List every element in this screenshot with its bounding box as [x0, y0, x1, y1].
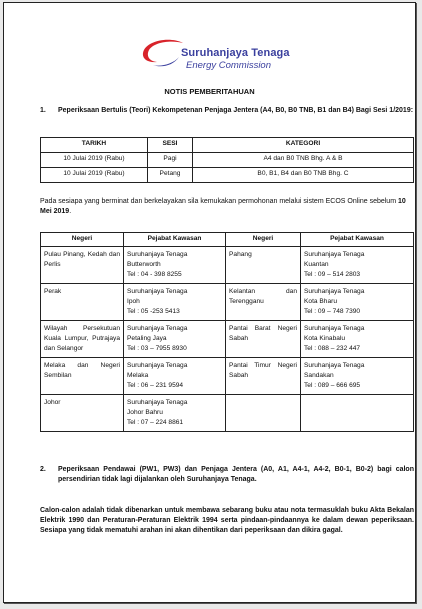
state-cell: Wilayah Persekutuan Kuala Lumpur, Putrajaya dan Selangor — [41, 321, 124, 358]
offices-table — [40, 232, 414, 432]
application-note — [40, 197, 414, 217]
office-name: Suruhanjaya Tenaga — [304, 288, 365, 295]
header-category: KATEGORI — [193, 138, 414, 153]
office-location: Kuantan — [304, 261, 329, 268]
office-name: Suruhanjaya Tenaga — [304, 362, 365, 369]
application-note-text: Pada sesiapa yang berminat dan berkelayakan sila kemukakan permohonan melalui sistem ECOS Online sebelum — [40, 198, 398, 205]
office-row — [41, 247, 414, 284]
application-note-suffix: . — [69, 208, 72, 215]
notice-page — [3, 2, 416, 603]
item-1 — [40, 106, 414, 116]
state-cell: Melaka dan Negeri Sembilan — [41, 358, 124, 395]
office-phone: Tel : 088 – 232 447 — [304, 345, 361, 352]
office-cell — [124, 395, 226, 432]
item-2-number: 2. — [40, 466, 46, 473]
office-location: Butterworth — [127, 261, 161, 268]
item-2-text: Peperiksaan Pendawai (PW1, PW3) dan Penjaga Jentera (A0, A1, A4-1, A4-2, B0-1, B0-2) bagi calon persendirian tidak lagi dijalankan oleh Suruhanjaya Tenaga. — [58, 466, 414, 483]
office-location: Kota Bharu — [304, 298, 337, 305]
header-office: Pejabat Kawasan — [124, 233, 226, 247]
office-cell — [301, 284, 414, 321]
office-cell — [124, 247, 226, 284]
office-name: Suruhanjaya Tenaga — [127, 325, 188, 332]
office-name: Suruhanjaya Tenaga — [127, 362, 188, 369]
header-state: Negeri — [226, 233, 301, 247]
state-cell: Perak — [41, 284, 124, 321]
header-office: Pejabat Kawasan — [301, 233, 414, 247]
notice-title: NOTIS PEMBERITAHUAN — [164, 87, 255, 96]
state-cell: Pahang — [226, 247, 301, 284]
office-cell — [124, 284, 226, 321]
schedule-table — [40, 137, 414, 183]
item-1-number: 1. — [40, 107, 46, 114]
item-2 — [40, 465, 414, 485]
brand-name: Suruhanjaya Tenaga — [181, 47, 290, 59]
energy-commission-logo — [139, 37, 319, 77]
header-state: Negeri — [41, 233, 124, 247]
office-name: Suruhanjaya Tenaga — [127, 251, 188, 258]
office-location: Melaka — [127, 372, 149, 379]
office-cell — [301, 358, 414, 395]
office-phone: Tel : 06 – 231 9594 — [127, 382, 184, 389]
swoosh-icon — [139, 37, 187, 77]
offices-header-row — [41, 233, 414, 247]
office-phone: Tel : 07 – 224 8861 — [127, 419, 184, 426]
date-cell: 10 Julai 2019 (Rabu) — [41, 153, 148, 168]
office-phone: Tel : 09 – 748 7390 — [304, 308, 361, 315]
state-cell: Kelantan dan Terengganu — [226, 284, 301, 321]
office-location: Sandakan — [304, 372, 334, 379]
office-name: Suruhanjaya Tenaga — [127, 288, 188, 295]
state-cell: Pulau Pinang, Kedah dan Perlis — [41, 247, 124, 284]
state-cell: Pantai Timur Negeri Sabah — [226, 358, 301, 395]
office-name: Suruhanjaya Tenaga — [127, 399, 188, 406]
office-phone: Tel : 089 – 666 695 — [304, 382, 361, 389]
office-location: Kota Kinabalu — [304, 335, 346, 342]
schedule-row — [41, 168, 414, 183]
session-cell: Pagi — [148, 153, 193, 168]
item-1-text: Peperiksaan Bertulis (Teori) Kekompetenan Penjaga Jentera (A4, B0, B0 TNB, B1 dan B4) Bagi Sesi 1/2019: — [58, 107, 414, 114]
session-cell: Petang — [148, 168, 193, 183]
office-location: Petaling Jaya — [127, 335, 167, 342]
office-phone: Tel : 03 – 7955 8930 — [127, 345, 187, 352]
office-row — [41, 395, 414, 432]
office-row — [41, 321, 414, 358]
office-name: Suruhanjaya Tenaga — [304, 251, 365, 258]
office-cell — [301, 247, 414, 284]
state-cell: Johor — [41, 395, 124, 432]
header-date: TARIKH — [41, 138, 148, 153]
office-row — [41, 284, 414, 321]
office-cell — [124, 358, 226, 395]
schedule-header-row — [41, 138, 414, 153]
office-cell — [301, 321, 414, 358]
office-location: Johor Bahru — [127, 409, 163, 416]
date-cell: 10 Julai 2019 (Rabu) — [41, 168, 148, 183]
office-row — [41, 358, 414, 395]
warning-note: Calon-calon adalah tidak dibenarkan untuk membawa sebarang buku atau nota termasuklah buku Akta Bekalan Elektrik 1990 dan Peraturan-Peraturan Elektrik 1994 serta pindaan-pindaannya ke dalam dewan peperiksaan. Sesiapa yang tidak mematuhi arahan ini akan dihentikan dari peperiksaan dan dikira gagal. — [40, 507, 414, 534]
office-phone: Tel : 09 – 514 2803 — [304, 271, 361, 278]
office-cell — [124, 321, 226, 358]
category-cell: A4 dan B0 TNB Bhg. A & B — [193, 153, 414, 168]
office-cell — [301, 395, 414, 432]
header-session: SESI — [148, 138, 193, 153]
office-location: Ipoh — [127, 298, 140, 305]
state-cell: Pantai Barat Negeri Sabah — [226, 321, 301, 358]
office-phone: Tel : 05 -253 5413 — [127, 308, 180, 315]
state-cell — [226, 395, 301, 432]
category-cell: B0, B1, B4 dan B0 TNB Bhg. C — [193, 168, 414, 183]
application-deadline: 10 Mei 2019 — [40, 198, 406, 215]
office-phone: Tel : 04 - 398 8255 — [127, 271, 182, 278]
schedule-row — [41, 153, 414, 168]
brand-subtitle: Energy Commission — [186, 60, 271, 71]
office-name: Suruhanjaya Tenaga — [304, 325, 365, 332]
